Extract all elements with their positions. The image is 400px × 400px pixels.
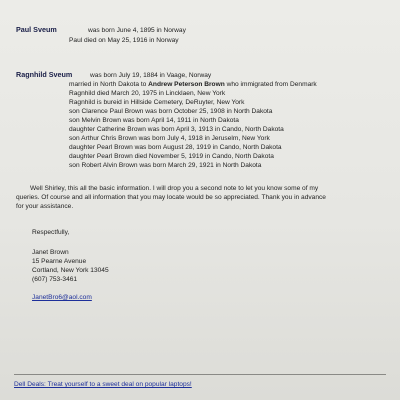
married-suffix: who immigrated from Denmark [226,81,317,88]
ragnhild-born: was born July 19, 1884 in Vaage, Norway [90,72,212,79]
signature-name: Janet Brown [32,249,69,256]
married-prefix: married in North Dakota to [69,81,147,88]
ragnhild-line: daughter Pearl Brown died November 5, 1919 in Cando, North Dakota [69,153,274,160]
paul-born: was born June 4, 1895 in Norway [88,27,186,34]
email-link[interactable]: JanetBro6@aol.com [32,294,92,301]
husband-name: Andrew Peterson Brown [148,81,225,88]
paul-name: Paul Sveum [16,25,57,34]
footer-ad-link[interactable]: Dell Deals: Treat yourself to a sweet deal on popular laptops! [14,381,192,388]
ragnhild-line: son Arthur Chris Brown was born July 4, 1918 in Jeruselm, New York [69,135,270,142]
closing-line: queries. Of course and all information that you may locate would be so appreciated. Thank you in advance [16,194,326,201]
signature-city: Cortland, New York 13045 [32,267,109,274]
ragnhild-married [69,81,317,89]
ragnhild-line: Ragnhild is bureid in Hillside Cemetery, DeRuyter, New York [69,99,245,106]
ragnhild-line: son Robert Alvin Brown was born March 29, 1921 in North Dakota [69,162,262,169]
footer-ad[interactable] [14,381,192,389]
paul-died: Paul died on May 25, 1916 in Norway [69,37,179,44]
signature-phone: (607) 753-3461 [32,276,78,283]
ragnhild-name: Ragnhild Sveum [16,70,73,79]
ragnhild-line: Ragnhild died March 20, 1975 in Lincklaen, New York [69,90,226,97]
ragnhild-line: son Clarence Paul Brown was born October 25, 1908 in North Dakota [69,108,273,115]
footer-divider [14,374,386,375]
signoff: Respectfully, [32,229,70,236]
closing-line: for your assistance. [16,203,74,210]
ragnhild-line: daughter Catherine Brown was born April 3, 1913 in Cando, North Dakota [69,126,284,133]
closing-line: Well Shirley, this all the basic information. I will drop you a second note to let you know some of my [30,185,319,192]
signature-street: 15 Pearne Avenue [32,258,87,265]
ragnhild-line: son Melvin Brown was born April 14, 1911 in North Dakota [69,117,239,124]
ragnhild-line: daughter Pearl Brown was born August 28, 1919 in Cando, North Dakota [69,144,282,151]
